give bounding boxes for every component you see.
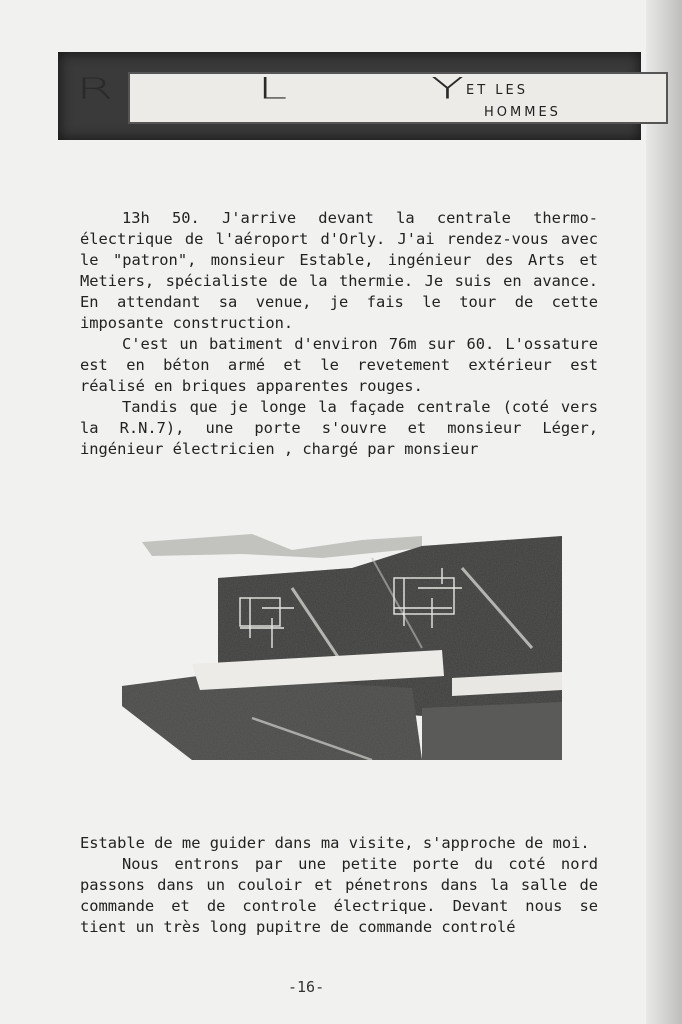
banner-letter: L (257, 70, 290, 106)
page-number: -16- (288, 978, 325, 996)
paragraph: Nous entrons par une petite porte du coté nord passons dans un couloir et pénetrons dans la salle de commande et de controle électrique. Devant nous se tient un très long pupitre de commande controlé (80, 855, 598, 936)
banner-title (76, 70, 466, 106)
banner-subtitle-line1: ET LES (466, 83, 528, 98)
banner-subtitle-line2: HOMMES (484, 105, 561, 120)
control-room-photo (122, 528, 562, 760)
paragraph: Estable de me guider dans ma visite, s'approche de moi. (80, 834, 590, 852)
paragraph: 13h 50. J'arrive devant la centrale thermo-électrique de l'aéroport d'Orly. J'ai rendez-vous avec le "patron", monsieur Estable, ingénieur des Arts et Metiers, spécialiste de la thermie. Je suis en avance. En attendant sa venue, je fais le tour de cette imposante construction. (80, 209, 598, 332)
banner-subtitle (466, 80, 596, 124)
paragraph: Tandis que je longe la façade centrale (coté vers la R.N.7), une porte s'ouvre et monsieur Léger, ingénieur électricien , chargé par monsieur (80, 398, 598, 458)
banner-letter: R (76, 70, 116, 106)
page-edge-shadow (646, 0, 682, 1024)
banner-letter: Y (431, 70, 466, 106)
paragraph: C'est un batiment d'environ 76m sur 60. L'ossature est en béton armé et le revetement extérieur est réalisé en briques apparentes rouges. (80, 335, 598, 395)
article-text-bottom (80, 833, 598, 938)
article-text-top (80, 208, 598, 460)
